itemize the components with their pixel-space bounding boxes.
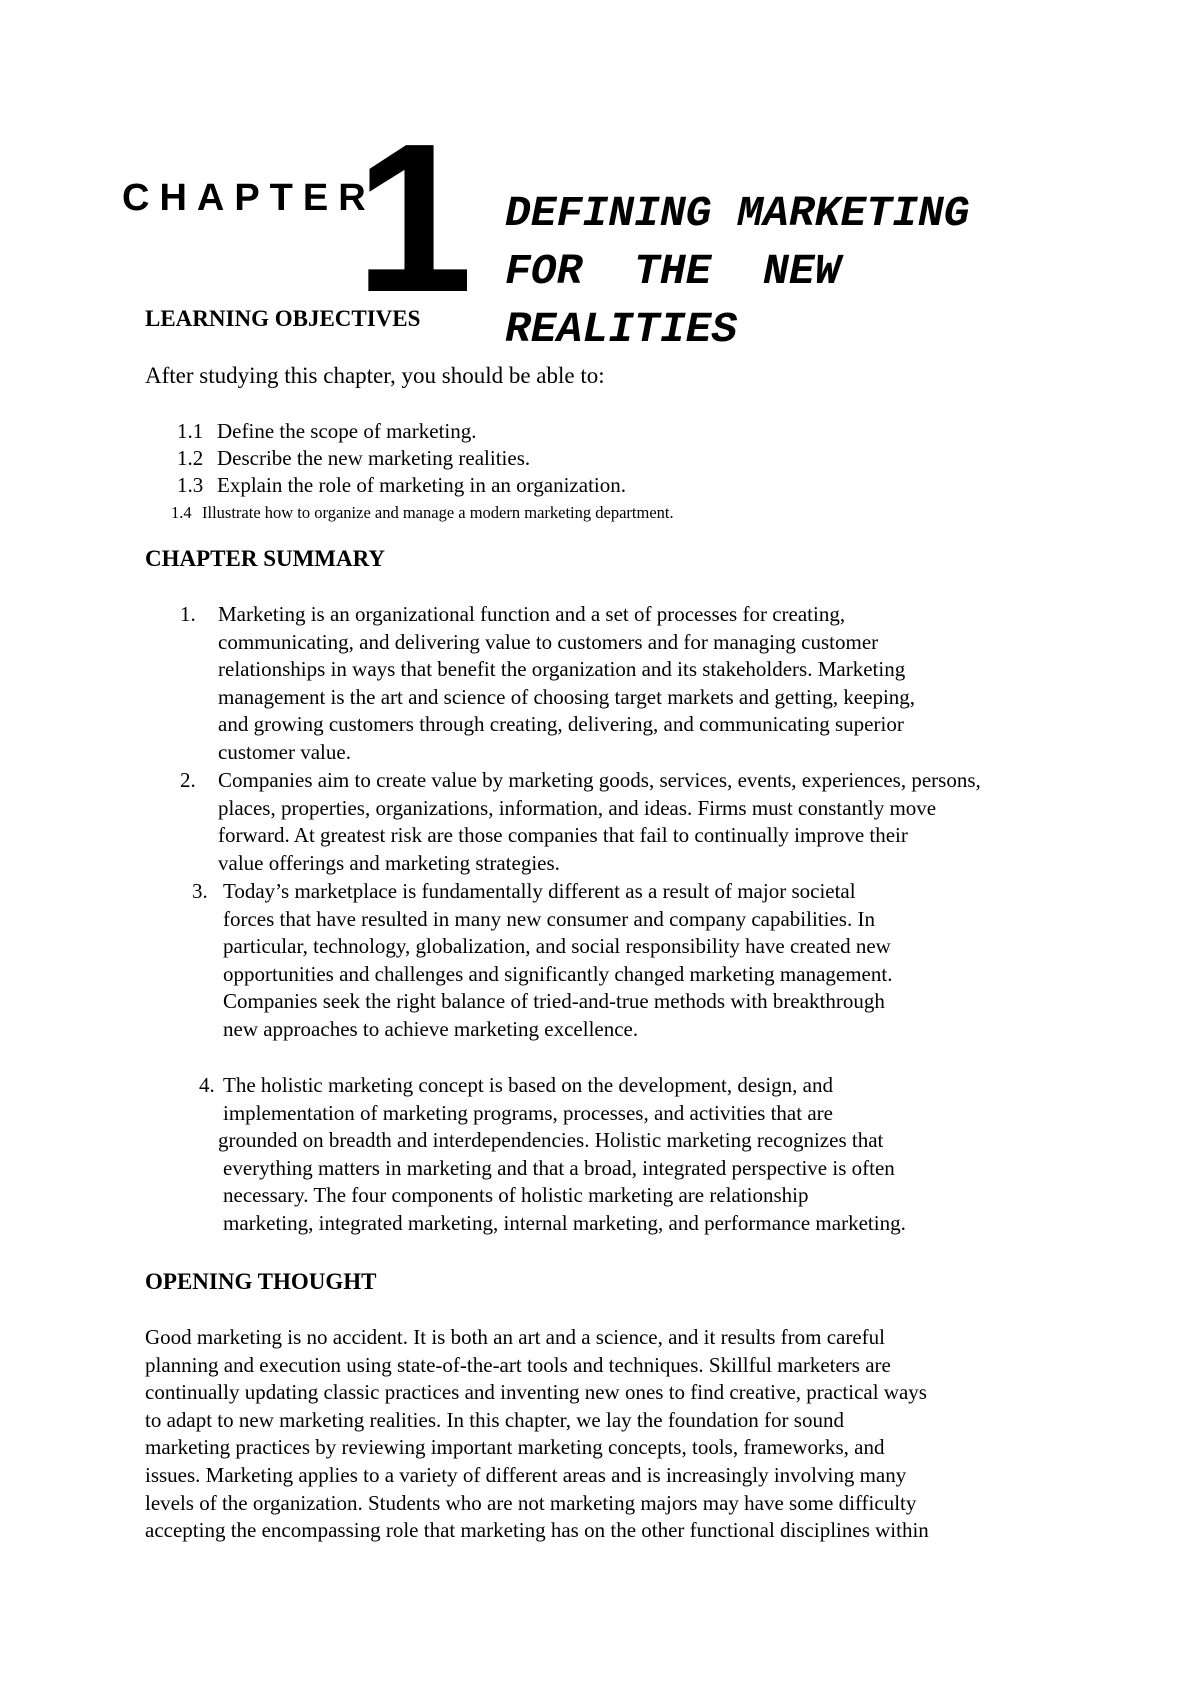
summary-line: communicating, and delivering value to customers and for managing customer (218, 629, 879, 654)
summary-line: The holistic marketing concept is based on the development, design, and (223, 1073, 834, 1097)
learning-objectives-intro: After studying this chapter, you should be able to: (145, 363, 605, 388)
chapter-title-line: FOR THE NEW (505, 247, 841, 296)
objective-item (171, 500, 674, 526)
objective-number: 1.4 (171, 503, 192, 522)
chapter-title (505, 185, 969, 359)
summary-item (192, 878, 893, 1044)
paragraph-line: marketing practices by reviewing important marketing concepts, tools, frameworks, and (145, 1435, 885, 1460)
summary-line: forces that have resulted in many new consumer and company capabilities. In (223, 906, 875, 931)
paragraph-line: Good marketing is no accident. It is both an art and a science, and it results from careful (145, 1325, 886, 1349)
summary-line: Today’s marketplace is fundamentally different as a result of major societal (223, 879, 856, 903)
paragraph-line: issues. Marketing applies to a variety of different areas and is increasingly involving many (145, 1462, 907, 1487)
summary-line: opportunities and challenges and significantly changed marketing management. (223, 961, 893, 986)
paragraph-line: to adapt to new marketing realities. In this chapter, we lay the foundation for sound (145, 1407, 844, 1432)
summary-item (180, 601, 916, 767)
chapter-label: CHAPTER (122, 177, 376, 219)
summary-line: value offerings and marketing strategies. (218, 850, 560, 875)
chapter-summary-heading: CHAPTER SUMMARY (145, 546, 386, 571)
summary-line: customer value. (218, 739, 351, 764)
summary-line: places, properties, organizations, information, and ideas. Firms must constantly move (218, 795, 937, 820)
objective-item (177, 445, 530, 471)
chapter-number: 1 (355, 99, 465, 336)
summary-line: and growing customers through creating, delivering, and communicating superior (218, 712, 904, 737)
summary-line: relationships in ways that benefit the organization and its stakeholders. Marketing (218, 657, 906, 682)
summary-line: forward. At greatest risk are those companies that fail to continually improve their (218, 823, 908, 848)
objective-number: 1.2 (177, 446, 204, 470)
objective-text: Define the scope of marketing. (217, 419, 477, 443)
summary-line: new approaches to achieve marketing excellence. (223, 1016, 639, 1041)
objective-number: 1.1 (177, 419, 204, 443)
summary-line: everything matters in marketing and that a broad, integrated perspective is often (223, 1155, 895, 1180)
summary-line: Companies seek the right balance of tried-and-true methods with breakthrough (223, 989, 885, 1014)
summary-line: Companies aim to create value by marketing goods, services, events, experiences, persons, (218, 768, 981, 792)
summary-line: implementation of marketing programs, processes, and activities that are (223, 1100, 833, 1125)
objective-item (177, 418, 477, 444)
chapter-title-line: REALITIES (505, 305, 738, 354)
objective-item (177, 472, 626, 498)
summary-line: particular, technology, globalization, and social responsibility have created new (223, 934, 891, 959)
objective-text: Illustrate how to organize and manage a modern marketing department. (202, 503, 674, 522)
summary-line: marketing, integrated marketing, internal marketing, and performance marketing. (223, 1210, 906, 1235)
summary-line: necessary. The four components of holistic marketing are relationship (223, 1183, 809, 1208)
summary-line: grounded on breadth and interdependencies. Holistic marketing recognizes that (218, 1128, 884, 1153)
summary-item-number: 2. (180, 768, 196, 792)
summary-item (180, 767, 981, 877)
chapter-title-line: DEFINING MARKETING (505, 189, 970, 238)
summary-item-number: 3. (192, 879, 208, 903)
summary-item (199, 1072, 906, 1238)
learning-objectives-heading: LEARNING OBJECTIVES (145, 306, 421, 331)
opening-thought-heading: OPENING THOUGHT (145, 1269, 377, 1294)
objective-text: Describe the new marketing realities. (217, 446, 531, 470)
paragraph-line: continually updating classic practices and inventing new ones to find creative, practical ways (145, 1380, 927, 1405)
paragraph-line: accepting the encompassing role that marketing has on the other functional disciplines within (145, 1518, 929, 1543)
summary-item-number: 1. (180, 602, 196, 626)
paragraph-line: levels of the organization. Students who are not marketing majors may have some difficulty (145, 1490, 917, 1515)
summary-line: Marketing is an organizational function and a set of processes for creating, (218, 602, 846, 626)
paragraph-line: planning and execution using state-of-the-art tools and techniques. Skillful marketers are (145, 1352, 891, 1377)
objective-number: 1.3 (177, 473, 204, 497)
opening-thought-paragraph (145, 1324, 929, 1545)
summary-item-number: 4. (199, 1073, 215, 1097)
objective-text: Explain the role of marketing in an organization. (217, 473, 626, 497)
summary-line: management is the art and science of choosing target markets and getting, keeping, (218, 684, 916, 709)
